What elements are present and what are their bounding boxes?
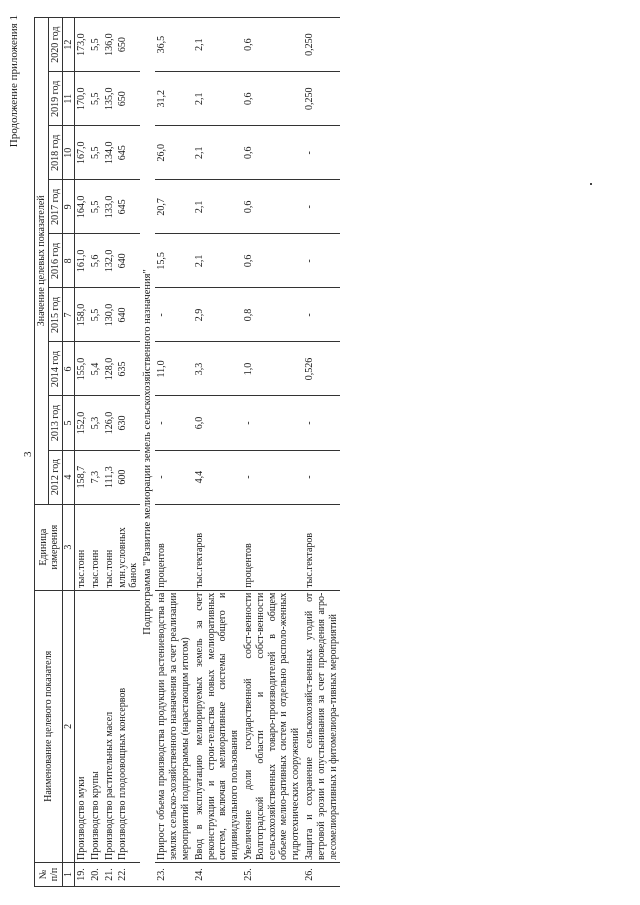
year-value-cell: - [303, 180, 340, 234]
row-number: 19. [75, 862, 89, 886]
year-value-cell: 640 [116, 234, 140, 288]
year-value-cell: 5,5 [89, 180, 103, 234]
year-value-cell: 2,1 [193, 126, 242, 180]
unit-cell: тыс.гектаров [193, 504, 242, 590]
year-value-cell: 5,5 [89, 72, 103, 126]
year-value-cell: 0,6 [242, 180, 303, 234]
year-value-cell: 2,9 [193, 288, 242, 342]
indicator-name: Прирост объема производства продукции растениеводства на землях сельско-хозяйственного назначения за счет реализации мероприятий подпрограммы (нарастающим итогом) [155, 590, 192, 862]
year-value-cell: 11,0 [155, 342, 192, 396]
col-header-name: Наименование целевого показателя [35, 590, 63, 862]
year-value-cell: - [303, 288, 340, 342]
column-index: 8 [63, 234, 75, 288]
unit-cell: тыс.гектаров [303, 504, 340, 590]
year-value-cell: - [242, 396, 303, 450]
year-value-cell: 15,5 [155, 234, 192, 288]
year-value-cell: 111,3 [103, 450, 117, 504]
table-row [193, 18, 242, 887]
year-value-cell: 152,0 [75, 396, 89, 450]
year-value-cell: 5,4 [89, 342, 103, 396]
table-row [116, 18, 140, 887]
row-number: 20. [89, 862, 103, 886]
year-header: 2018 год [49, 126, 63, 180]
table-row [89, 18, 103, 887]
unit-cell: тыс.тонн [75, 504, 89, 590]
row-number: 26. [303, 862, 340, 886]
year-value-cell: 5,5 [89, 18, 103, 72]
year-value-cell: 2,1 [193, 18, 242, 72]
appendix-continuation-label: Продолжение приложения 1 [8, 15, 20, 148]
year-value-cell: 164,0 [75, 180, 89, 234]
year-header: 2014 год [49, 342, 63, 396]
year-value-cell: - [303, 450, 340, 504]
year-value-cell: 0,8 [242, 288, 303, 342]
year-header: 2016 год [49, 234, 63, 288]
year-value-cell: 0,6 [242, 126, 303, 180]
column-index: 7 [63, 288, 75, 342]
year-value-cell: 0,6 [242, 72, 303, 126]
column-index: 9 [63, 180, 75, 234]
year-value-cell: 645 [116, 180, 140, 234]
year-header: 2013 год [49, 396, 63, 450]
table-row [242, 18, 303, 887]
indicator-name: Ввод в эксплуатацию мелиорируемых земель за счет реконструкции и строи-тельства новых мелиоративных систем, включая мелиоративные системы общего и индивидуального пользования [193, 590, 242, 862]
year-value-cell: 158,0 [75, 288, 89, 342]
column-index: 6 [63, 342, 75, 396]
year-value-cell: 170,0 [75, 72, 89, 126]
year-value-cell: - [303, 234, 340, 288]
column-index: 12 [63, 18, 75, 72]
row-number: 21. [103, 862, 117, 886]
year-value-cell: 173,0 [75, 18, 89, 72]
year-value-cell: - [155, 450, 192, 504]
year-value-cell: 650 [116, 18, 140, 72]
year-value-cell: 5,6 [89, 234, 103, 288]
year-value-cell: 7,3 [89, 450, 103, 504]
column-index: 5 [63, 396, 75, 450]
row-number: 23. [155, 862, 192, 886]
indicator-name: Производство муки [75, 590, 89, 862]
year-value-cell: - [242, 450, 303, 504]
year-value-cell: 0,6 [242, 234, 303, 288]
column-index: 2 [63, 590, 75, 862]
year-value-cell: 134,0 [103, 126, 117, 180]
year-value-cell: 5,5 [89, 126, 103, 180]
year-header: 2020 год [49, 18, 63, 72]
row-number: 25. [242, 862, 303, 886]
year-header: 2019 год [49, 72, 63, 126]
page-number: 3 [22, 451, 34, 457]
col-header-num: № п/п [35, 862, 63, 886]
column-index: 4 [63, 450, 75, 504]
year-value-cell: - [155, 396, 192, 450]
indicator-name: Защита и сохранение сельскохозяйст-венных угодий от ветровой эрозии и опустынивания за счет проведения агро-лесомелиоративных и фитомелиора-тивных мероприятий [303, 590, 340, 862]
year-value-cell: 635 [116, 342, 140, 396]
year-value-cell: 600 [116, 450, 140, 504]
year-value-cell: 133,0 [103, 180, 117, 234]
year-value-cell: - [303, 126, 340, 180]
year-value-cell: 0,250 [303, 72, 340, 126]
column-index: 10 [63, 126, 75, 180]
year-value-cell: 0,526 [303, 342, 340, 396]
year-value-cell: 130,0 [103, 288, 117, 342]
year-header: 2017 год [49, 180, 63, 234]
year-value-cell: 167,0 [75, 126, 89, 180]
year-header: 2015 год [49, 288, 63, 342]
year-value-cell: 5,5 [89, 288, 103, 342]
year-value-cell: 1,0 [242, 342, 303, 396]
unit-cell: процентов [155, 504, 192, 590]
indicator-name: Производство крупы [89, 590, 103, 862]
subprogram-title: Подпрограмма "Развитие мелиорации земель сельскохозяйственного назначения" [140, 18, 155, 887]
year-value-cell: 155,0 [75, 342, 89, 396]
target-indicators-table [34, 17, 340, 887]
year-value-cell: 132,0 [103, 234, 117, 288]
unit-cell: тыс.тонн [103, 504, 117, 590]
year-value-cell: 2,1 [193, 180, 242, 234]
year-value-cell: 161,0 [75, 234, 89, 288]
year-value-cell: 126,0 [103, 396, 117, 450]
year-value-cell: 20,7 [155, 180, 192, 234]
year-header: 2012 год [49, 450, 63, 504]
year-value-cell: 0,6 [242, 18, 303, 72]
year-value-cell: 136,0 [103, 18, 117, 72]
table-body-b [155, 18, 340, 887]
year-value-cell: 36,5 [155, 18, 192, 72]
table-row [155, 18, 192, 887]
year-value-cell: 26,0 [155, 126, 192, 180]
year-value-cell: 0,250 [303, 18, 340, 72]
indicator-name: Производство плодоовощных консервов [116, 590, 140, 862]
year-value-cell: 128,0 [103, 342, 117, 396]
row-number: 24. [193, 862, 242, 886]
year-value-cell: 135,0 [103, 72, 117, 126]
year-value-cell: 650 [116, 72, 140, 126]
indicator-name: Увеличение доли государственной собст-венности Волгоградской области и собст-венности сельскохозяйственных товаро-производителей в общем объеме мелио-ративных систем и отдельно располо-женных гидротехнических сооружений [242, 590, 303, 862]
year-value-cell: 645 [116, 126, 140, 180]
year-value-cell: 630 [116, 396, 140, 450]
year-value-cell: 2,1 [193, 234, 242, 288]
year-value-cell: 640 [116, 288, 140, 342]
column-index-row [63, 18, 75, 887]
year-value-cell: 3,3 [193, 342, 242, 396]
year-value-cell: 31,2 [155, 72, 192, 126]
year-value-cell: 5,3 [89, 396, 103, 450]
unit-cell: млн.условных банок [116, 504, 140, 590]
table-row [303, 18, 340, 887]
year-value-cell: - [155, 288, 192, 342]
year-value-cell: 2,1 [193, 72, 242, 126]
table-row [103, 18, 117, 887]
unit-cell: тыс.тонн [89, 504, 103, 590]
year-value-cell: 6,0 [193, 396, 242, 450]
year-value-cell: - [303, 396, 340, 450]
col-header-values-group: Значение целевых показателей [35, 18, 49, 505]
unit-cell: процентов [242, 504, 303, 590]
row-number: 22. [116, 862, 140, 886]
column-index: 3 [63, 504, 75, 590]
year-value-cell: 4,4 [193, 450, 242, 504]
scan-speck [590, 183, 592, 185]
table-body-a [75, 18, 141, 887]
indicator-name: Производство растительных масел [103, 590, 117, 862]
col-header-unit: Единица измерения [35, 504, 63, 590]
year-value-cell: 158,7 [75, 450, 89, 504]
column-index: 1 [63, 862, 75, 886]
table-row [75, 18, 89, 887]
column-index: 11 [63, 72, 75, 126]
